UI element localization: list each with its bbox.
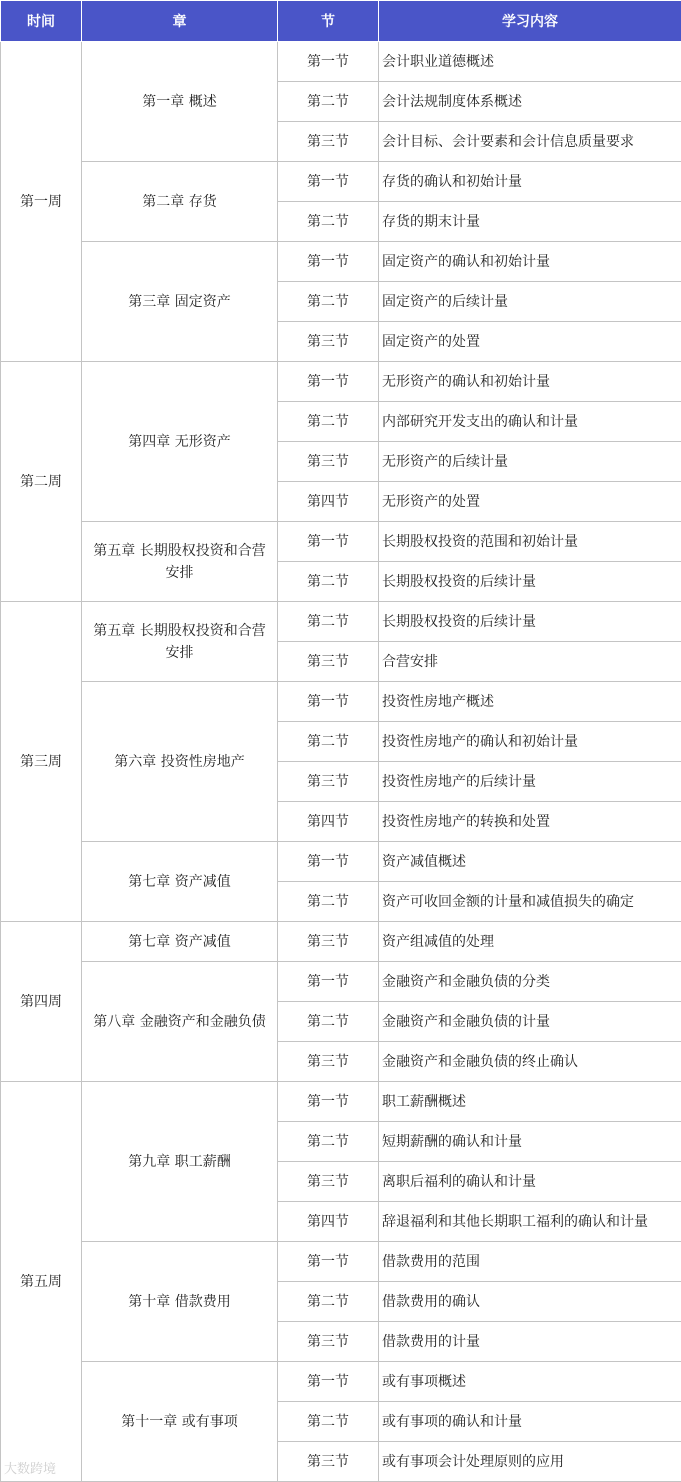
table-row: [1, 842, 681, 882]
content-cell: 借款费用的确认: [379, 1282, 681, 1322]
week-cell: 第一周: [1, 42, 82, 362]
header-section: 节: [278, 1, 379, 42]
chapter-cell: 第十章 借款费用: [82, 1242, 278, 1362]
content-cell: 无形资产的确认和初始计量: [379, 362, 681, 402]
content-cell: 金融资产和金融负债的分类: [379, 962, 681, 1002]
section-cell: 第三节: [278, 642, 379, 682]
section-cell: 第二节: [278, 202, 379, 242]
section-cell: 第一节: [278, 682, 379, 722]
header-content: 学习内容: [379, 1, 681, 42]
section-cell: 第一节: [278, 162, 379, 202]
section-cell: 第二节: [278, 722, 379, 762]
section-cell: 第一节: [278, 362, 379, 402]
section-cell: 第一节: [278, 1242, 379, 1282]
week-cell: 第五周: [1, 1082, 82, 1482]
content-cell: 固定资产的处置: [379, 322, 681, 362]
watermark-text: 大数跨境: [4, 1458, 56, 1477]
table-row: [1, 962, 681, 1002]
section-cell: 第二节: [278, 562, 379, 602]
section-cell: 第三节: [278, 1042, 379, 1082]
section-cell: 第四节: [278, 1202, 379, 1242]
section-cell: 第一节: [278, 962, 379, 1002]
content-cell: 借款费用的计量: [379, 1322, 681, 1362]
chapter-cell: 第十一章 或有事项: [82, 1362, 278, 1482]
chapter-cell: 第七章 资产减值: [82, 842, 278, 922]
content-cell: 投资性房地产概述: [379, 682, 681, 722]
content-cell: 资产减值概述: [379, 842, 681, 882]
content-cell: 固定资产的后续计量: [379, 282, 681, 322]
content-cell: 存货的期末计量: [379, 202, 681, 242]
table-row: [1, 242, 681, 282]
content-cell: 会计目标、会计要素和会计信息质量要求: [379, 122, 681, 162]
section-cell: 第三节: [278, 1442, 379, 1482]
section-cell: 第三节: [278, 762, 379, 802]
section-cell: 第四节: [278, 482, 379, 522]
section-cell: 第二节: [278, 1122, 379, 1162]
content-cell: 短期薪酬的确认和计量: [379, 1122, 681, 1162]
header-chapter: 章: [82, 1, 278, 42]
section-cell: 第二节: [278, 602, 379, 642]
content-cell: 无形资产的处置: [379, 482, 681, 522]
section-cell: 第三节: [278, 442, 379, 482]
content-cell: 或有事项会计处理原则的应用: [379, 1442, 681, 1482]
table-row: [1, 1362, 681, 1402]
content-cell: 或有事项概述: [379, 1362, 681, 1402]
content-cell: 资产可收回金额的计量和减值损失的确定: [379, 882, 681, 922]
chapter-cell: 第一章 概述: [82, 42, 278, 162]
content-cell: 会计法规制度体系概述: [379, 82, 681, 122]
table-row: [1, 602, 681, 642]
chapter-cell: 第二章 存货: [82, 162, 278, 242]
content-cell: 存货的确认和初始计量: [379, 162, 681, 202]
section-cell: 第四节: [278, 802, 379, 842]
content-cell: 固定资产的确认和初始计量: [379, 242, 681, 282]
chapter-cell: 第九章 职工薪酬: [82, 1082, 278, 1242]
section-cell: 第二节: [278, 82, 379, 122]
content-cell: 或有事项的确认和计量: [379, 1402, 681, 1442]
section-cell: 第二节: [278, 1282, 379, 1322]
content-cell: 投资性房地产的确认和初始计量: [379, 722, 681, 762]
content-cell: 职工薪酬概述: [379, 1082, 681, 1122]
chapter-cell: 第五章 长期股权投资和合营安排: [82, 602, 278, 682]
table-row: [1, 682, 681, 722]
section-cell: 第三节: [278, 122, 379, 162]
section-cell: 第二节: [278, 882, 379, 922]
content-cell: 金融资产和金融负债的终止确认: [379, 1042, 681, 1082]
section-cell: 第三节: [278, 1162, 379, 1202]
table-body: [1, 42, 681, 1482]
content-cell: 投资性房地产的转换和处置: [379, 802, 681, 842]
table-row: [1, 162, 681, 202]
section-cell: 第二节: [278, 402, 379, 442]
section-cell: 第一节: [278, 1082, 379, 1122]
section-cell: 第三节: [278, 922, 379, 962]
table-row: [1, 922, 681, 962]
content-cell: 投资性房地产的后续计量: [379, 762, 681, 802]
content-cell: 会计职业道德概述: [379, 42, 681, 82]
section-cell: 第一节: [278, 522, 379, 562]
content-cell: 无形资产的后续计量: [379, 442, 681, 482]
chapter-cell: 第六章 投资性房地产: [82, 682, 278, 842]
table-row: [1, 1082, 681, 1122]
content-cell: 长期股权投资的后续计量: [379, 562, 681, 602]
content-cell: 金融资产和金融负债的计量: [379, 1002, 681, 1042]
content-cell: 长期股权投资的范围和初始计量: [379, 522, 681, 562]
content-cell: 内部研究开发支出的确认和计量: [379, 402, 681, 442]
chapter-cell: 第八章 金融资产和金融负债: [82, 962, 278, 1082]
content-cell: 资产组减值的处理: [379, 922, 681, 962]
table-row: [1, 522, 681, 562]
table-row: [1, 1242, 681, 1282]
table-row: [1, 362, 681, 402]
chapter-cell: 第三章 固定资产: [82, 242, 278, 362]
section-cell: 第一节: [278, 242, 379, 282]
section-cell: 第一节: [278, 42, 379, 82]
week-cell: 第四周: [1, 922, 82, 1082]
week-cell: 第二周: [1, 362, 82, 602]
chapter-cell: 第七章 资产减值: [82, 922, 278, 962]
header-time: 时间: [1, 1, 82, 42]
header-row: [1, 1, 681, 42]
section-cell: 第一节: [278, 842, 379, 882]
chapter-cell: 第五章 长期股权投资和合营安排: [82, 522, 278, 602]
content-cell: 合营安排: [379, 642, 681, 682]
content-cell: 长期股权投资的后续计量: [379, 602, 681, 642]
section-cell: 第二节: [278, 1402, 379, 1442]
section-cell: 第三节: [278, 322, 379, 362]
content-cell: 辞退福利和其他长期职工福利的确认和计量: [379, 1202, 681, 1242]
chapter-cell: 第四章 无形资产: [82, 362, 278, 522]
section-cell: 第二节: [278, 282, 379, 322]
section-cell: 第一节: [278, 1362, 379, 1402]
week-cell: 第三周: [1, 602, 82, 922]
section-cell: 第三节: [278, 1322, 379, 1362]
content-cell: 借款费用的范围: [379, 1242, 681, 1282]
content-cell: 离职后福利的确认和计量: [379, 1162, 681, 1202]
section-cell: 第二节: [278, 1002, 379, 1042]
table-row: [1, 42, 681, 82]
